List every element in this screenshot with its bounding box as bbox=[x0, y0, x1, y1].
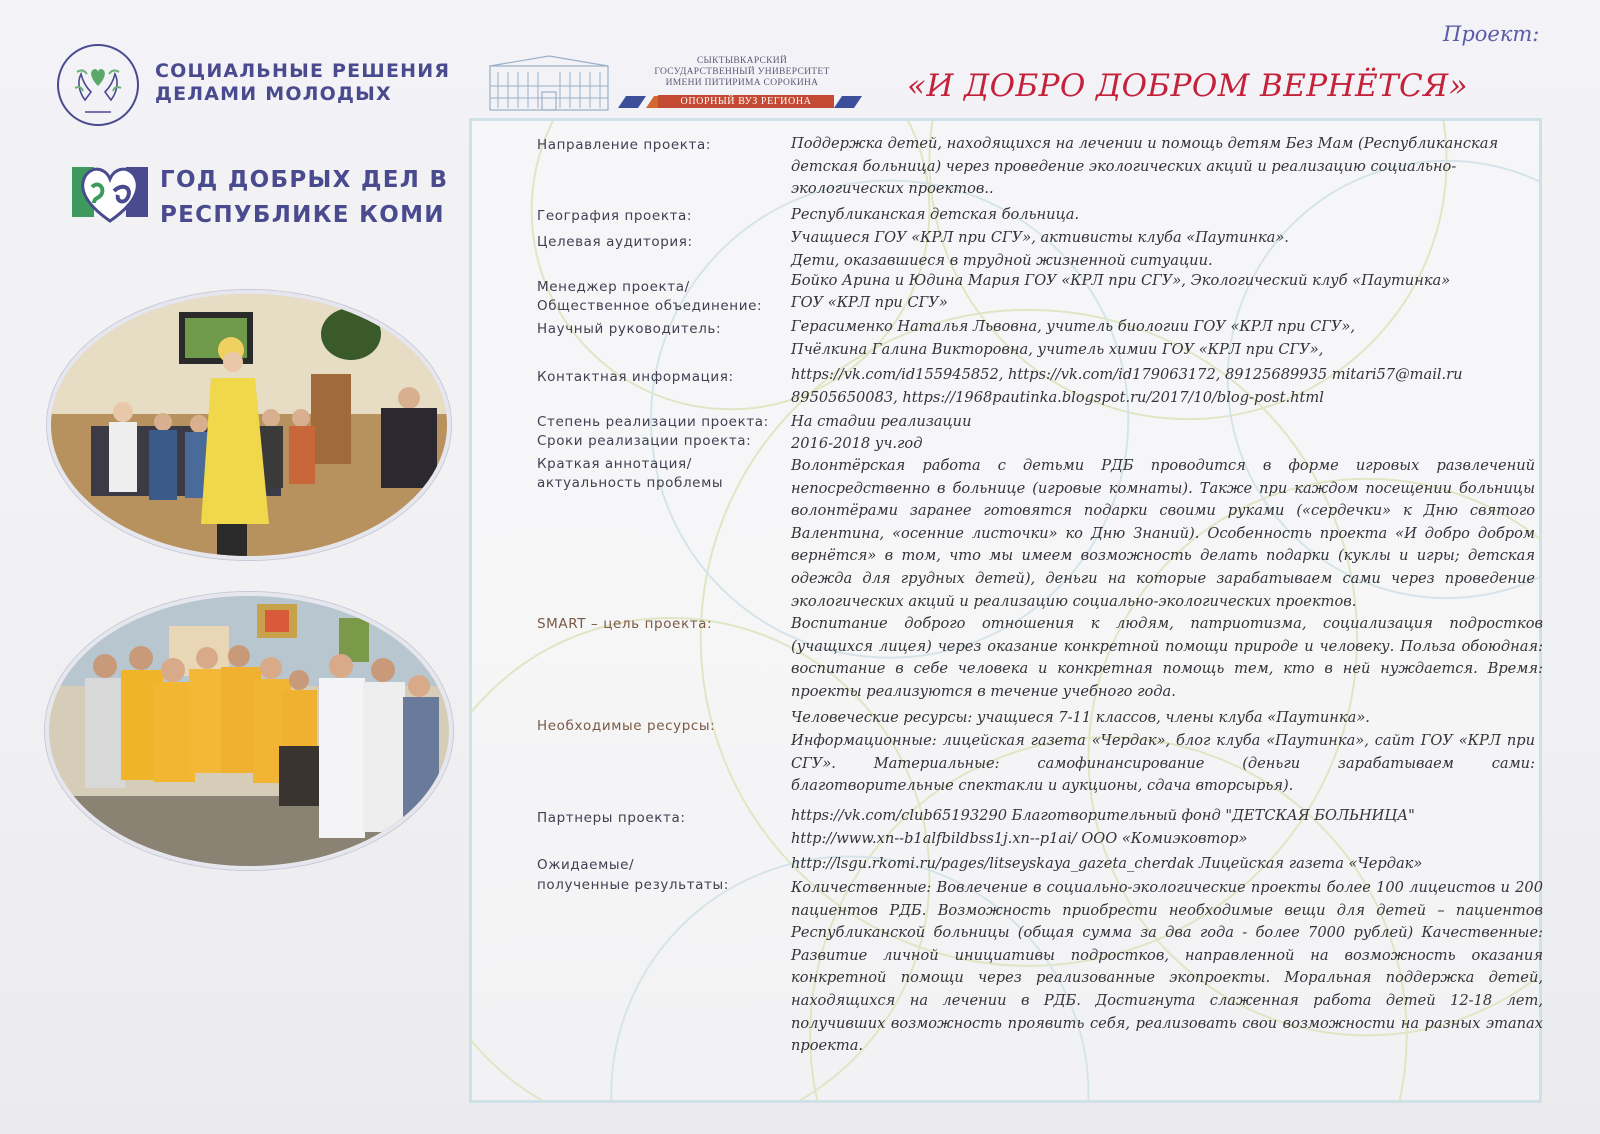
label-contacts: Контактная информация: bbox=[537, 369, 734, 385]
value-resources-line1: Человеческие ресурсы: учащиеся 7-11 классов, члены клуба «Паутинка». bbox=[791, 709, 1370, 726]
social-logo-text: СОЦИАЛЬНЫЕ РЕШЕНИЯ ДЕЛАМИ МОЛОДЫХ bbox=[155, 60, 451, 105]
university-building-icon bbox=[484, 52, 614, 114]
value-annotation: Волонтёрская работа с детьми РДБ проводится в форме игровых развлечений непосредственно в больнице (игровые комнаты). Также при каждом посещении больницы волонтёрами заранее готовятся подарки своими руками («сердечки» к Дню святого Валентина, «осенние листочки» ко Дню Знаний). Особенность проекта «И добро добром вернётся» в том, что мы имеем возможность делать подарки (куклы и игры; детская одежда для грудных детей), деньги на которые зарабатываем сами через проведение экологических акций и реализацию социально-экологических проектов. bbox=[791, 457, 1535, 610]
value-contacts-line2: 89505650083, https://1968pautinka.blogspot.ru/2017/10/blog-post.html bbox=[791, 389, 1324, 406]
label-geography: География проекта: bbox=[537, 208, 693, 224]
social-solutions-logo bbox=[55, 42, 475, 130]
university-name-text: СЫКТЫВКАРСКИЙ ГОСУДАРСТВЕННЫЙ УНИВЕРСИТЕТ ИМЕНИ ПИТИРИМА СОРОКИНА bbox=[654, 56, 830, 88]
year-of-good-deeds-logo bbox=[72, 157, 452, 233]
value-supervisor-line1: Герасименко Наталья Львовна, учитель биологии ГОУ «КРЛ при СГУ», bbox=[791, 318, 1356, 335]
value-resources-rest: Информационные: лицейская газета «Чердак», блог клуба «Паутинка», сайт ГОУ «КРЛ при СГУ». Материальные: самофинансирование (деньги зарабатываем сами: благотворительные спектакли и аукционы, сдача вторсырья). bbox=[791, 732, 1535, 795]
value-contacts-line1: https://vk.com/id155945852, https://vk.com/id179063172, 89125689935 mitari57@mail.ru bbox=[791, 366, 1463, 383]
value-partners-line3: http://lsgu.rkomi.ru/pages/litseyskaya_gazeta_cherdak Лицейская газета «Чердак» bbox=[791, 855, 1423, 872]
label-supervisor: Научный руководитель: bbox=[537, 321, 722, 337]
value-audience-line2: Дети, оказавшиеся в трудной жизненной ситуации. bbox=[791, 252, 1213, 269]
year-logo-text: ГОД ДОБРЫХ ДЕЛ В РЕСПУБЛИКЕ КОМИ bbox=[160, 167, 449, 228]
label-results-line2: полученные результаты: bbox=[537, 877, 729, 893]
label-manager-line2: Общественное объединение: bbox=[537, 298, 763, 314]
label-audience: Целевая аудитория: bbox=[537, 234, 693, 250]
value-geography: Республиканская детская больница. bbox=[791, 206, 1080, 223]
value-manager-line1: Бойко Арина и Юдина Мария ГОУ «КРЛ при СГУ», Экологический клуб «Паутинка» bbox=[791, 272, 1451, 289]
value-manager-line2: ГОУ «КРЛ при СГУ» bbox=[791, 294, 948, 311]
label-stage: Степень реализации проекта: bbox=[537, 414, 769, 430]
university-name bbox=[620, 56, 864, 107]
value-partners-line2: http://www.xn--b1alfbildbss1j.xn--p1ai/ ООО «Комиэковтор» bbox=[791, 830, 1248, 847]
value-supervisor-line2: Пчёлкина Галина Викторовна, учитель химии ГОУ «КРЛ при СГУ», bbox=[791, 341, 1324, 358]
value-stage: На стадии реализации bbox=[791, 413, 972, 430]
value-partners-line1: https://vk.com/club65193290 Благотворительный фонд "ДЕТСКАЯ БОЛЬНИЦА" bbox=[791, 807, 1415, 824]
value-terms: 2016-2018 уч.год bbox=[791, 435, 923, 452]
project-title: «И ДОБРО ДОБРОМ ВЕРНЁТСЯ» bbox=[907, 68, 1468, 104]
value-audience-line1: Учащиеся ГОУ «КРЛ при СГУ», активисты клуба «Паутинка». bbox=[791, 229, 1289, 246]
photo-volunteers-group bbox=[45, 592, 453, 870]
value-direction: Поддержка детей, находящихся на лечении и помощь детям Без Мам (Республиканская детская больница) через проведение экологических акций и реализацию социально-экологических проектов.. bbox=[791, 135, 1499, 198]
value-smart: Воспитание доброго отношения к людям, патриотизма, социализация подростков (учащихся лицея) через оказание конкретной помощи природе и человеку. Польза обоюдная: воспитание в себе человека и конкретная помощь тем, кто в ней нуждается. Время: проекты реализуются в течение учебного года. bbox=[791, 615, 1543, 700]
label-annotation-line1: Краткая аннотация/ bbox=[537, 456, 692, 472]
label-smart: SMART – цель проекта: bbox=[537, 616, 713, 632]
photo-children-play bbox=[47, 290, 451, 560]
label-annotation-line2: актуальность проблемы bbox=[537, 475, 724, 491]
label-resources: Необходимые ресурсы: bbox=[537, 718, 716, 734]
hands-heart-icon bbox=[55, 42, 141, 128]
heart-icon bbox=[72, 157, 148, 229]
label-direction: Направление проекта: bbox=[537, 137, 711, 153]
label-terms: Сроки реализации проекта: bbox=[537, 433, 752, 449]
label-manager-line1: Менеджер проекта/ bbox=[537, 279, 690, 295]
label-results-line1: Ожидаемые/ bbox=[537, 857, 635, 873]
label-partners: Партнеры проекта: bbox=[537, 810, 686, 826]
value-results: Количественные: Вовлечение в социально-экологические проекты более 100 лицеистов и 200 пациентов РДБ. Возможность приобрести необходимые вещи для детей – пациентов Республиканской больницы (общая сумма за два года - более 7000 рублей) Качественные: Развитие личной инициативы подростков, направленной на возможность оказания конкретной помощи через реализованные экопроекты. Моральная поддержка детей, находящихся на лечении в РДБ. Достигнута слаженная работа детей 12-18 лет, получивших возможность проявить себя, реализовать свои возможности на разных этапах проекта. bbox=[791, 879, 1543, 1055]
university-badge: ОПОРНЫЙ ВУЗ РЕГИОНА bbox=[658, 95, 834, 108]
project-label: Проект: bbox=[1443, 22, 1540, 46]
